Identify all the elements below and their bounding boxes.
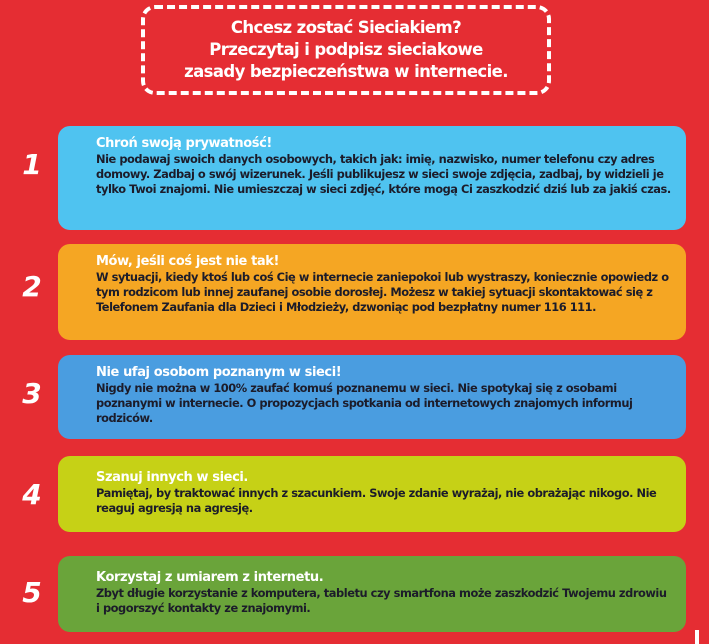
rule-number: 5 [22,576,42,609]
rule-body: W sytuacji, kiedy ktoś lub coś Cię w internecie zaniepokoi lub wystraszy, koniecznie opowiedz o tym rodzicom lub innej zaufanej osobie dorosłej. Możesz w takiej sytuacji skontaktować się z Telefonem Zaufania dla Dzieci i Młodzieży, dzwoniąc pod bezpłatny numer 116 111. [96,270,669,314]
rule-card [58,355,686,439]
rule-body: Nie podawaj swoich danych osobowych, takich jak: imię, nazwisko, numer telefonu czy adres domowy. Zadbaj o swój wizerunek. Jeśli publikujesz w sieci swoje zdjęcia, zadbaj, by widzieli je tylko Twoi znajomi. Nie umieszczaj w sieci zdjęć, które mogą Ci zaszkodzić dziś lub za jakiś czas. [96,152,671,196]
rule-number: 3 [22,377,42,410]
rule-1 [0,126,709,230]
edge-mark [695,630,699,644]
rule-number: 2 [22,270,42,303]
rule-body: Nigdy nie można w 100% zaufać komuś poznanemu w sieci. Nie spotykaj się z osobami poznanymi w internecie. O propozycjach spotkania od internetowych znajomych informuj rodziców. [96,381,633,425]
rule-card [58,556,686,632]
rule-title: Mów, jeśli coś jest nie tak! [96,254,280,269]
rule-5 [0,556,709,632]
page-title: Chcesz zostać Sieciakiem? Przeczytaj i podpisz sieciakowe zasady bezpieczeństwa w internecie. [184,18,508,81]
header-dashed-frame [141,5,551,95]
rule-card [58,456,686,532]
rule-title: Korzystaj z umiarem z internetu. [96,570,324,585]
rule-card [58,244,686,340]
rule-number: 1 [22,148,42,181]
rule-body: Zbyt długie korzystanie z komputera, tabletu czy smartfona może zaszkodzić Twojemu zdrowiu i pogorszyć kontakty ze znajomymi. [96,586,667,615]
rule-number: 4 [22,478,42,511]
rule-title: Nie ufaj osobom poznanym w sieci! [96,365,342,380]
rule-title: Szanuj innych w sieci. [96,470,248,485]
rule-2 [0,244,709,340]
rule-card [58,126,686,230]
rule-body: Pamiętaj, by traktować innych z szacunkiem. Swoje zdanie wyrażaj, nie obrażając nikogo. Nie reaguj agresją na agresję. [96,486,657,515]
rule-title: Chroń swoją prywatność! [96,136,272,151]
rule-3 [0,355,709,439]
rule-4 [0,456,709,532]
